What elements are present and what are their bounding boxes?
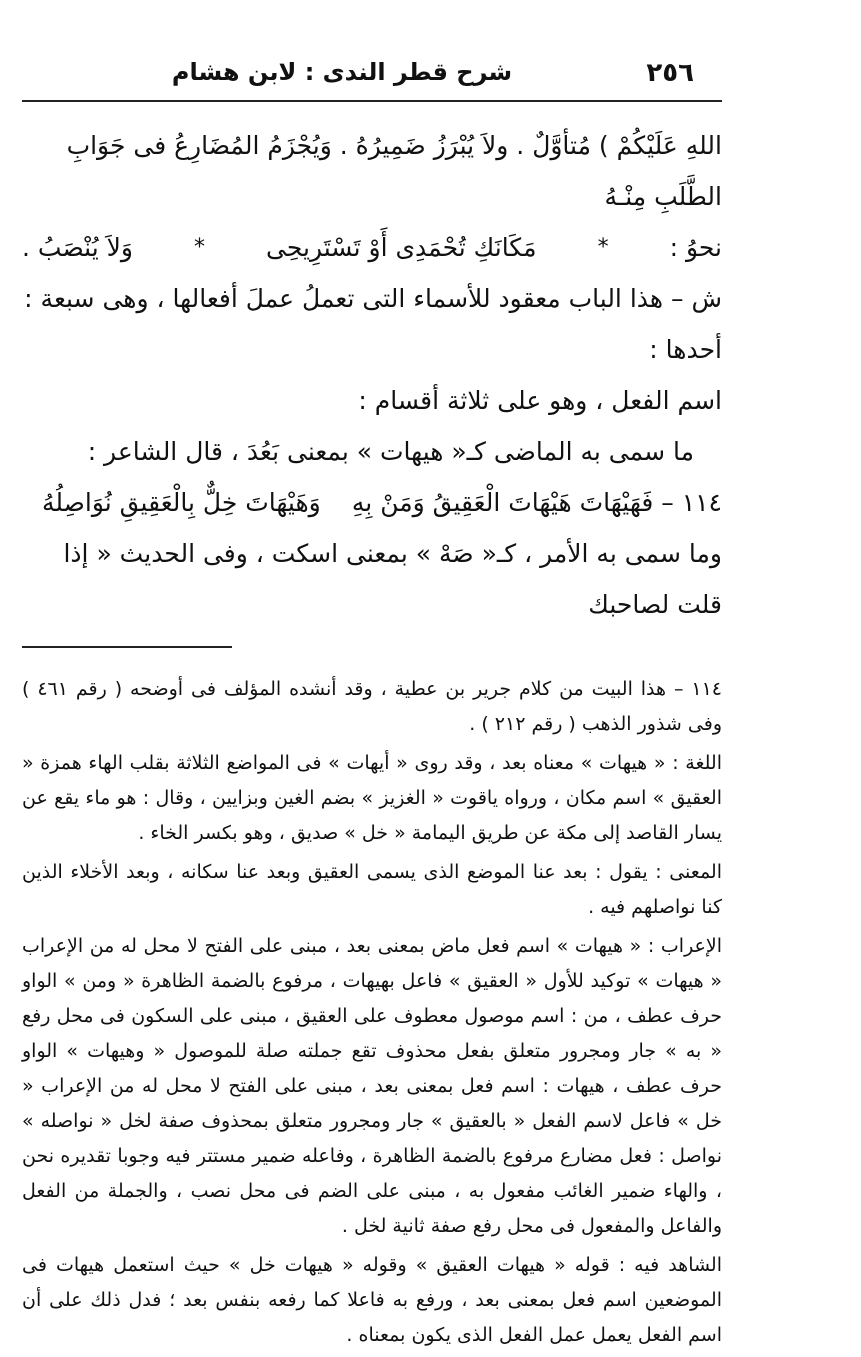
paragraph: ش – هذا الباب معقود للأسماء التى تعملُ عملَ أفعالها ، وهى سبعة : أحدها : <box>24 284 722 364</box>
paragraph: وما سمى به الأمر ، كـ« صَهْ » بمعنى اسكت ، وفى الحديث « إذا قلت لصاحبك <box>63 539 722 619</box>
main-text <box>22 102 722 630</box>
verse-marker: * <box>193 235 205 260</box>
page-header <box>22 40 722 102</box>
poem-verse <box>22 477 722 528</box>
page-number: ٢٥٦ <box>646 58 694 88</box>
paragraph: اسم الفعل ، وهو على ثلاثة أقسام : <box>358 386 722 415</box>
verse-marker: * <box>597 235 609 260</box>
footnote-parsing: الإعراب : « هيهات » اسم فعل ماض بمعنى بعد ، مبنى على الفتح لا محل له من الإعراب « هيهات » توكيد للأول « العقيق » فاعل بهيهات ، مرفوع بالضمة الظاهرة « ومن » الواو حرف عطف ، من : اسم موصول معطوف على العقيق ، مبنى على السكون فى محل رفع « به » جار ومجرور متعلق بفعل محذوف تقع جملته صلة للموصول « وهيهات » الواو حرف عطف ، هيهات : اسم فعل بمعنى بعد ، مبنى على الفتح لا محل له من الإعراب « خل » فاعل لاسم الفعل « بالعقيق » جار ومجرور متعلق بمحذوف صفة لخل « نواصله » نواصل : فعل مضارع مرفوع بالضمة الظاهرة ، وفاعله ضمير مستتر فيه وجوبا تقديره نحن ، والهاء ضمير الغائب مفعول به ، مبنى على الضم فى محل نصب ، والجملة من الفعل والفاعل والمفعول فى محل رفع صفة ثانية لخل . <box>22 935 722 1237</box>
footnotes <box>22 672 722 1353</box>
book-page <box>22 40 722 1357</box>
verse-end: وَلاَ يُنْصَبُ . <box>22 233 133 262</box>
poem-first-hemistich: ١١٤ – فَهَيْهَاتَ هَيْهَاتَ الْعَقِيقُ وَمَنْ بِهِ <box>351 488 722 517</box>
footnote-divider <box>22 646 232 648</box>
verse-intro: نحوُ : <box>669 233 722 262</box>
footnote-source: ١١٤ – هذا البيت من كلام جرير بن عطية ، وقد أنشده المؤلف فى أوضحه ( رقم ٤٦١ ) وفى شذور الذهب ( رقم ٢١٢ ) . <box>22 678 723 735</box>
poem-second-hemistich: وَهَيْهَاتَ خِلٌّ بِالْعَقِيقِ نُوَاصِلُهُ <box>42 488 321 517</box>
verse-text: مَكَانَكِ تُحْمَدِى أَوْ تَسْتَرِيحِى <box>266 233 537 262</box>
verse-line <box>22 222 722 273</box>
footnote-evidence: الشاهد فيه : قوله « هيهات العقيق » وقوله « هيهات خل » حيث استعمل هيهات فى الموضعين اسم فعل بمعنى بعد ، ورفع به فاعلا كما رفعه بنفس بعد ؛ فدل ذلك على أن اسم الفعل يعمل عمل الفعل الذى يكون بمعناه . <box>22 1254 722 1346</box>
footnote-language: اللغة : « هيهات » معناه بعد ، وقد روى « أيهات » فى المواضع الثلاثة بقلب الهاء همزة « العقيق » اسم مكان ، ورواه ياقوت « الغزيز » بضم الغين وبزايين ، وقال : هو ماء يقع عن يسار القاصد إلى مكة عن طريق اليمامة « خل » صديق ، وهو بكسر الخاء . <box>22 752 722 844</box>
paragraph: ما سمى به الماضى كـ« هيهات » بمعنى بَعُدَ ، قال الشاعر : <box>87 437 694 466</box>
text-line: اللهِ عَلَيْكُمْ ) مُتأوَّلٌ . ولاَ يُبْرَزُ ضَمِيرُهُ . وَيُجْزَمُ المُضَارِعُ فى جَوَابِ الطَّلَبِ مِنْـهُ <box>66 131 722 211</box>
footnote-meaning: المعنى : يقول : بعد عنا الموضع الذى يسمى العقيق وبعد عنا سكانه ، وبعد الأخلاء الذين كنا نواصلهم فيه . <box>22 861 722 918</box>
running-title: شرح قطر الندى : لابن هشام <box>171 58 513 86</box>
